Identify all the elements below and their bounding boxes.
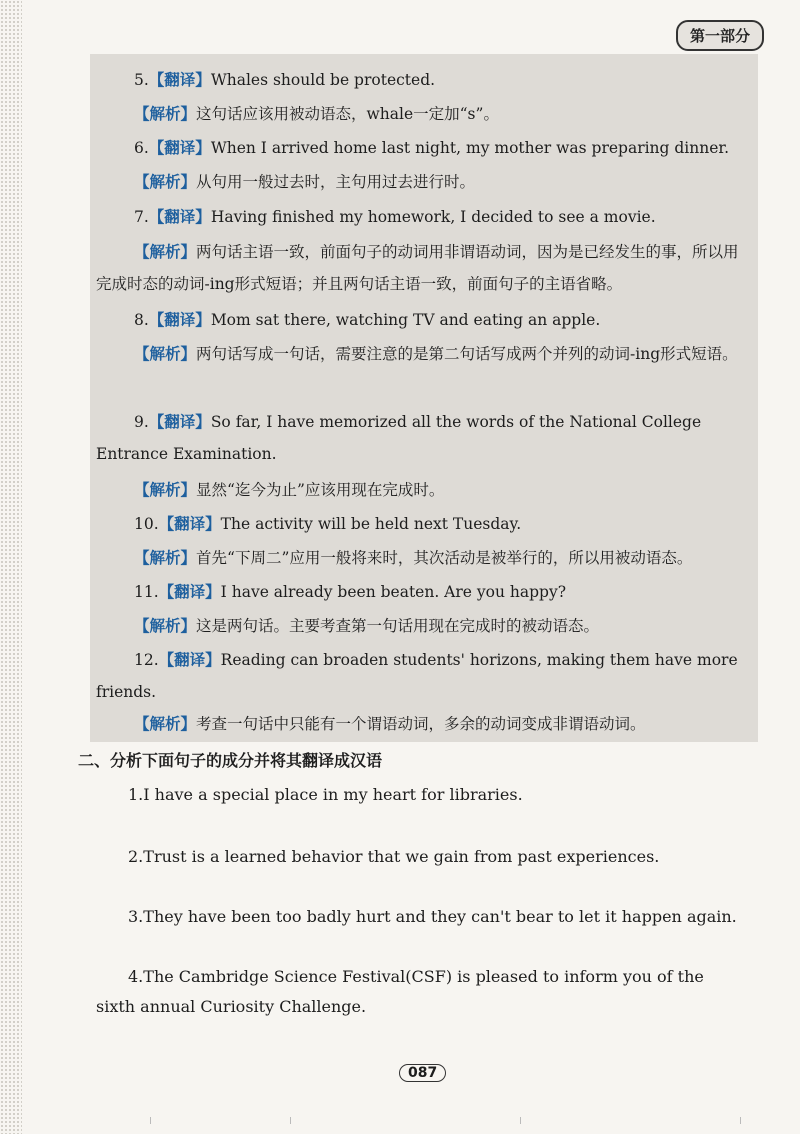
analysis-tag: 【解析】 (134, 105, 197, 123)
analysis-line-6: 【解析】从句用一般过去时，主句用过去进行时。 (134, 173, 476, 191)
translate-tag: 【翻译】 (148, 208, 211, 226)
answer-line-5: 5.【翻译】Whales should be protected. (134, 71, 436, 89)
page-number: 087 (399, 1064, 446, 1082)
question-3: 3.They have been too badly hurt and they can't bear to let it happen again. (128, 907, 737, 926)
answer-line-7: 7.【翻译】Having finished my homework, I decided to see a movie. (134, 208, 656, 226)
answer-line-10: 10.【翻译】The activity will be held next Tuesday. (134, 515, 522, 533)
question-4: 4.The Cambridge Science Festival(CSF) is pleased to inform you of the sixth annual Curiosity Challenge. (96, 967, 704, 1016)
analysis-line-12: 【解析】考查一句话中只能有一个谓语动词，多余的动词变成非谓语动词。 (134, 715, 646, 733)
left-edge-dots (0, 0, 22, 1134)
analysis-tag: 【解析】 (134, 345, 197, 363)
analysis-tag: 【解析】 (134, 617, 197, 635)
bottom-tick (520, 1117, 521, 1124)
analysis-tag: 【解析】 (134, 481, 197, 499)
section-2-title: 二、分析下面句子的成分并将其翻译成汉语 (78, 751, 383, 770)
translate-tag: 【翻译】 (158, 651, 221, 669)
answer-line-9: 9.【翻译】So far, I have memorized all the words of the National College Entrance Examination. (96, 413, 702, 463)
analysis-line-9: 【解析】显然“迄今为止”应该用现在完成时。 (134, 481, 445, 499)
answer-line-11: 11.【翻译】I have already been beaten. Are you happy? (134, 583, 567, 601)
question-1: 1.I have a special place in my heart for libraries. (128, 785, 523, 804)
translate-tag: 【翻译】 (158, 515, 221, 533)
answer-line-8: 8.【翻译】Mom sat there, watching TV and eating an apple. (134, 311, 601, 329)
analysis-tag: 【解析】 (134, 549, 197, 567)
analysis-tag: 【解析】 (134, 243, 197, 261)
question-2: 2.Trust is a learned behavior that we gain from past experiences. (128, 847, 660, 866)
bottom-tick (290, 1117, 291, 1124)
analysis-line-7: 【解析】两句话主语一致，前面句子的动词用非谓语动词，因为是已经发生的事，所以用完成时态的动词-ing形式短语；并且两句话主语一致，前面句子的主语省略。 (96, 243, 739, 293)
translate-tag: 【翻译】 (148, 71, 211, 89)
analysis-line-8: 【解析】两句话写成一句话，需要注意的是第二句话写成两个并列的动词-ing形式短语。 (134, 345, 738, 363)
translate-tag: 【翻译】 (148, 413, 211, 431)
answer-line-6: 6.【翻译】When I arrived home last night, my mother was preparing dinner. (134, 139, 730, 157)
bottom-tick (740, 1117, 741, 1124)
analysis-tag: 【解析】 (134, 173, 197, 191)
bottom-tick (150, 1117, 151, 1124)
answer-line-12: 12.【翻译】Reading can broaden students' horizons, making them have more friends. (96, 651, 738, 701)
translate-tag: 【翻译】 (158, 583, 221, 601)
analysis-line-10: 【解析】首先“下周二”应用一般将来时，其次活动是被举行的，所以用被动语态。 (134, 549, 693, 567)
analysis-line-5: 【解析】这句话应该用被动语态，whale一定加“s”。 (134, 105, 499, 123)
translate-tag: 【翻译】 (148, 311, 211, 329)
analysis-tag: 【解析】 (134, 715, 197, 733)
analysis-line-11: 【解析】这是两句话。主要考查第一句话用现在完成时的被动语态。 (134, 617, 600, 635)
translate-tag: 【翻译】 (148, 139, 211, 157)
section-badge: 第一部分 (676, 20, 764, 51)
